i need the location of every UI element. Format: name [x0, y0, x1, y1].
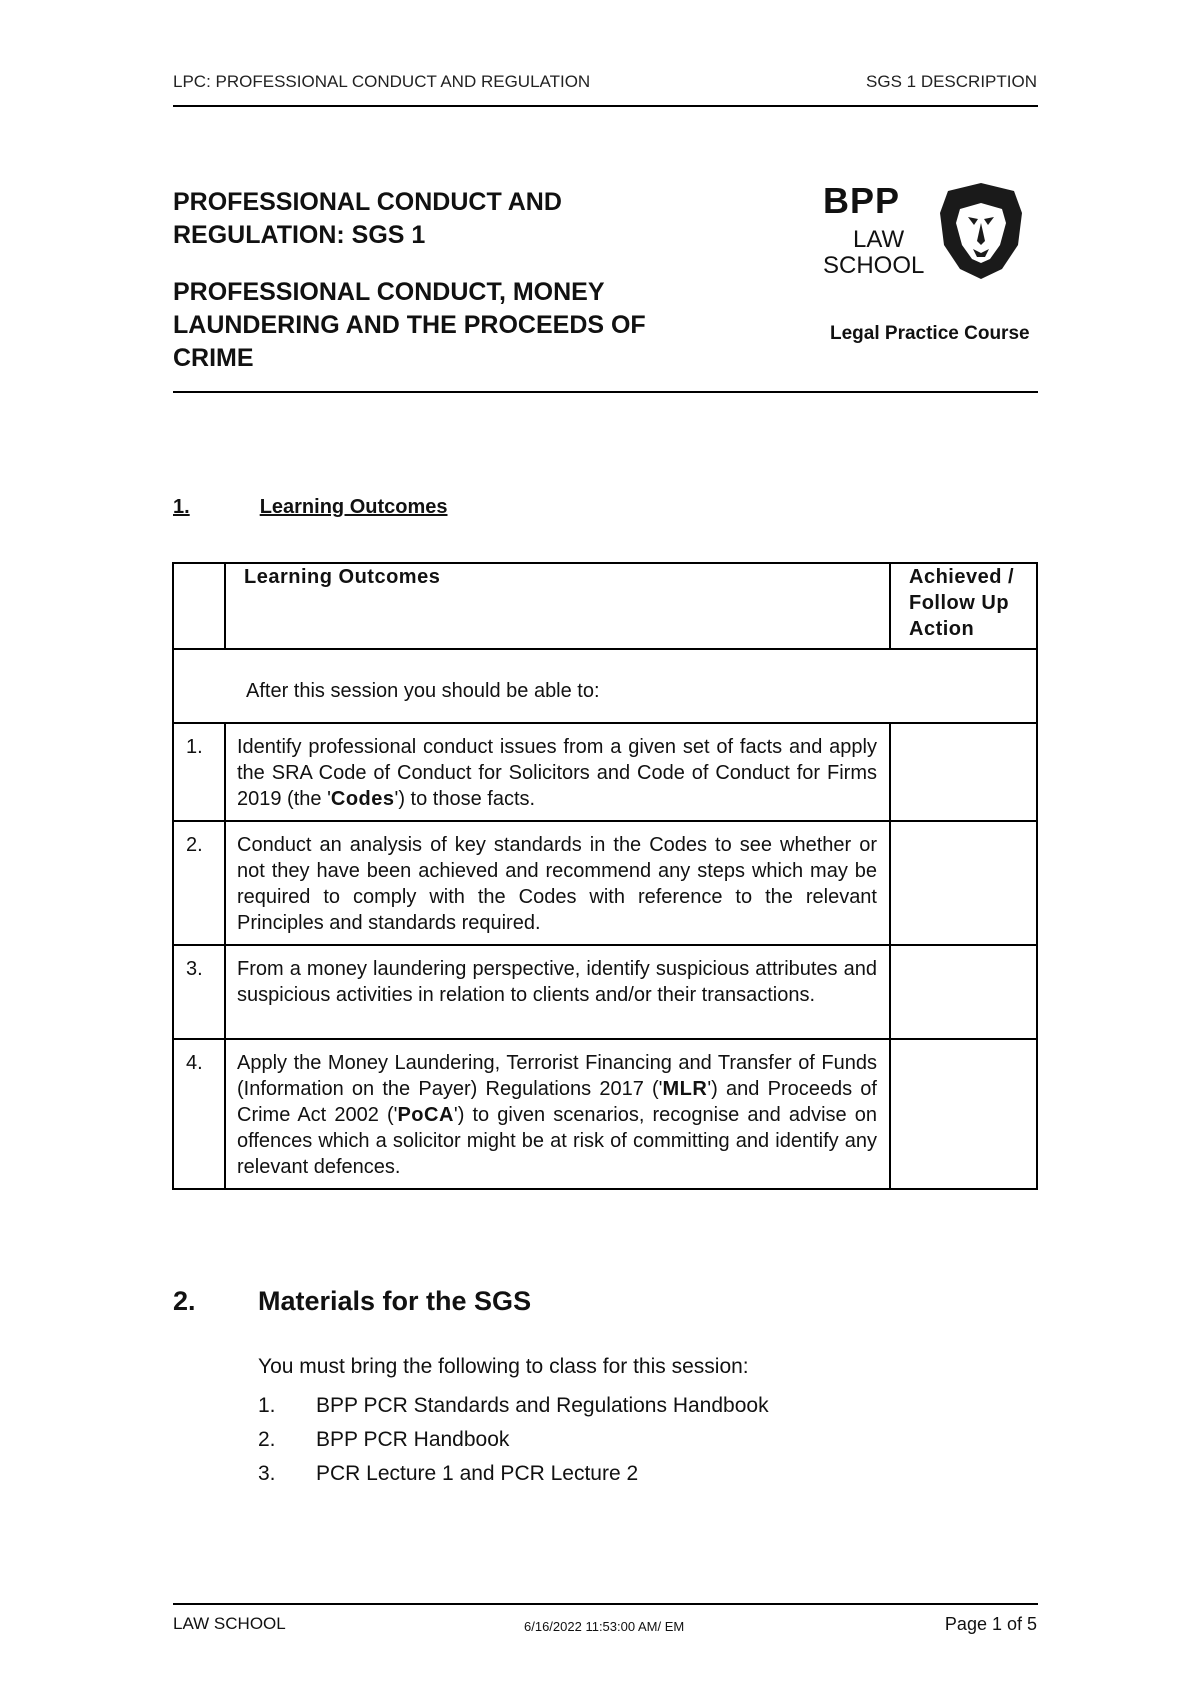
row-achieved-cell[interactable] [890, 821, 1037, 945]
intro-cell: After this session you should be able to: [173, 649, 1037, 723]
section-1-heading [173, 496, 448, 519]
row-number: 3. [173, 945, 225, 1039]
row-text-part: ') to given scenarios, recognise and advise on offences which a solicitor might be at risk of committing and identify any relevant defences. [237, 1104, 877, 1178]
row-outcome-text [225, 1039, 890, 1189]
logo-school-text: SCHOOL [823, 252, 925, 279]
row-number: 1. [173, 723, 225, 821]
running-header-right: SGS 1 DESCRIPTION [866, 72, 1037, 91]
row-achieved-cell[interactable] [890, 945, 1037, 1039]
subtitle-line-1: PROFESSIONAL CONDUCT, MONEY [173, 278, 605, 306]
table-intro-row [173, 649, 1037, 723]
subtitle-line-2: LAUNDERING AND THE PROCEEDS OF [173, 311, 646, 339]
row-defined-term: PoCA [397, 1104, 454, 1126]
bpp-law-school-logo [823, 180, 1023, 283]
list-item [258, 1457, 769, 1491]
row-defined-term: Codes [330, 788, 395, 810]
row-achieved-cell[interactable] [890, 723, 1037, 821]
document-title [173, 186, 733, 375]
materials-list [258, 1389, 769, 1491]
header-achieved-cell [890, 563, 1037, 649]
title-line-1: PROFESSIONAL CONDUCT AND [173, 188, 562, 216]
list-item-text: BPP PCR Handbook [316, 1428, 510, 1451]
logo-bpp-text: BPP [823, 180, 901, 221]
page-number: Page 1 of 5 [944, 1614, 1037, 1634]
list-item-text: PCR Lecture 1 and PCR Lecture 2 [316, 1462, 639, 1485]
footer-timestamp: 6/16/2022 11:53:00 AM/ EM [524, 1619, 685, 1634]
row-number: 4. [173, 1039, 225, 1189]
header-achieved-line-3: Action [909, 618, 975, 640]
header-achieved-line-1: Achieved / [909, 566, 1015, 588]
list-item [258, 1423, 769, 1457]
header-outcomes-cell: Learning Outcomes [225, 563, 890, 649]
header-rule [173, 105, 1038, 107]
list-item [258, 1389, 769, 1423]
row-defined-term: MLR [662, 1078, 708, 1100]
row-achieved-cell[interactable] [890, 1039, 1037, 1189]
row-text-part: ') to those facts. [394, 788, 536, 810]
running-header-left: LPC: PROFESSIONAL CONDUCT AND REGULATION [173, 72, 591, 91]
footer-rule [173, 1603, 1038, 1605]
table-row [173, 821, 1037, 945]
course-name: Legal Practice Course [830, 323, 1030, 344]
row-number: 2. [173, 821, 225, 945]
lion-head-icon [940, 183, 1022, 279]
table-header-row [173, 563, 1037, 649]
list-item-number: 3. [258, 1462, 276, 1485]
section-1-number: 1. [173, 496, 190, 518]
row-outcome-text [225, 723, 890, 821]
list-item-text: BPP PCR Standards and Regulations Handbook [316, 1394, 769, 1417]
header-achieved-line-2: Follow Up [909, 592, 1010, 614]
list-item-number: 2. [258, 1428, 276, 1451]
list-item-number: 1. [258, 1394, 276, 1417]
row-outcome-text: From a money laundering perspective, identify suspicious attributes and suspicious activities in relation to clients and/or their transactions. [225, 945, 890, 1039]
row-text-part: ') and Proceeds of Crime Act 2002 (' [237, 1078, 877, 1126]
title-line-2: REGULATION: SGS 1 [173, 221, 426, 249]
learning-outcomes-table [172, 562, 1038, 1190]
footer-left: LAW SCHOOL [173, 1614, 286, 1633]
row-text-part: Identify professional conduct issues from a given set of facts and apply the SRA Code of Conduct for Solicitors and Code of Conduct for Firms 2019 (the ' [237, 736, 877, 810]
table-row [173, 723, 1037, 821]
title-rule [173, 391, 1038, 393]
row-text-part: Apply the Money Laundering, Terrorist Financing and Transfer of Funds (Information on the Payer) Regulations 2017 (' [237, 1052, 877, 1100]
section-2-title: Materials for the SGS [258, 1286, 532, 1316]
section-2-intro: You must bring the following to class for this session: [258, 1355, 749, 1378]
header-num-cell [173, 563, 225, 649]
table-row [173, 945, 1037, 1039]
table-row [173, 1039, 1037, 1189]
logo-law-text: LAW [853, 226, 905, 253]
section-2-number: 2. [173, 1286, 196, 1316]
subtitle-line-3: CRIME [173, 344, 254, 372]
row-outcome-text: Conduct an analysis of key standards in the Codes to see whether or not they have been achieved and recommend any steps which may be required to comply with the Codes with reference to the relevant Principles and standards required. [225, 821, 890, 945]
section-1-title: Learning Outcomes [259, 496, 448, 518]
